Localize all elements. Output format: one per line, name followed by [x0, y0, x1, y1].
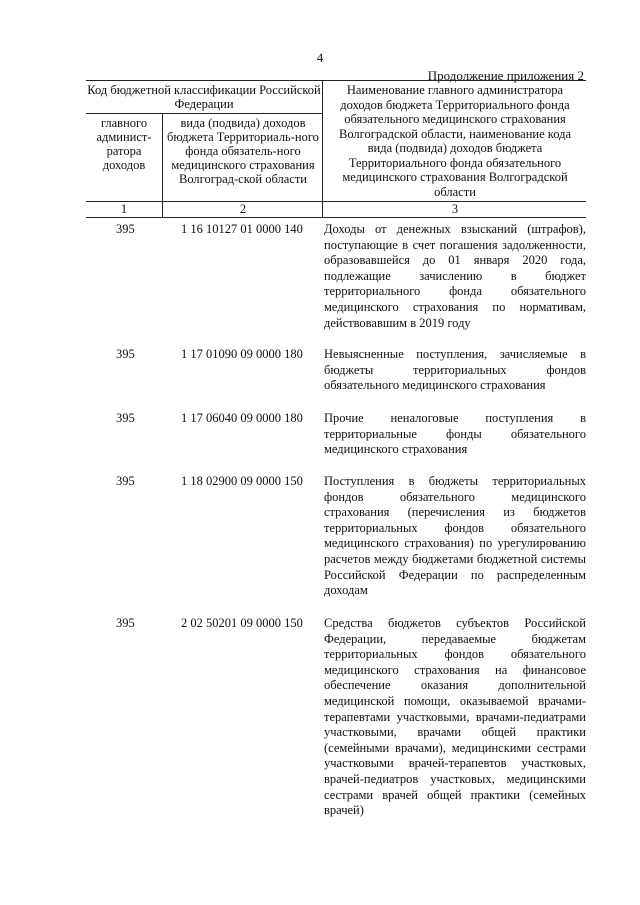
- column-number-2: 2: [162, 202, 323, 217]
- column-number-row: [86, 201, 586, 218]
- row-income-code: 1 17 06040 09 0000 180: [181, 411, 303, 425]
- row-income-name: Средства бюджетов субъектов Российской Федерации, передаваемые бюджетам территориальных фондов обязательного медицинского страхования на финансовое обеспечение оказания дополнительной медицинской помощи, оказываемой врачами-терапевтами участковыми, врачами-педиатрами участковыми, врачами общей практики (семейными врачами), медицинскими сестрами участковыми врачей-терапевтов участковых, врачей-педиатров участковых, медицинскими сестрами врачей общей практики (семейных врачей): [324, 616, 586, 818]
- header-name-column: [322, 81, 587, 202]
- row-admin-code: 395: [116, 222, 135, 236]
- row-admin-code: 395: [116, 474, 135, 488]
- row-admin-code: 395: [116, 411, 135, 425]
- column-number-1: 1: [120, 202, 128, 216]
- row-income-name: Невыясненные поступления, зачисляемые в бюджеты территориальных фондов обязательного медицинского страхования: [324, 347, 586, 393]
- row-income-code: 1 16 10127 01 0000 140: [181, 222, 303, 236]
- page-number: 4: [316, 50, 324, 65]
- header-name-column-text: Наименование главного администратора доходов бюджета Территориального фонда обязательного медицинского страхования Волгоградской области, наименование кода вида (подвида) доходов бюджета Территориального фонда обязательного медицинского страхования Волгоградской области: [339, 83, 571, 199]
- header-admin-column: главного админист-ратора доходов: [96, 116, 152, 172]
- row-admin-code: 395: [116, 616, 135, 630]
- row-income-code: 1 17 01090 09 0000 180: [181, 347, 303, 361]
- appendix-continuation-note: Продолжение приложения 2: [427, 68, 584, 83]
- budget-code-group-title: Код бюджетной классификации Российской Федерации: [86, 81, 322, 114]
- budget-code-group: [86, 81, 322, 114]
- table-header: [86, 80, 586, 199]
- row-income-name: Доходы от денежных взысканий (штрафов), поступающие в счет погашения задолженности, образовавшейся до 01 января 2020 года, подлежащие зачислению в бюджет территориального фонда обязательного медицинского страхования по нормативам, действовавшим в 2019 году: [324, 222, 586, 330]
- row-income-name: Поступления в бюджеты территориальных фондов обязательного медицинского страхования (перечисления из бюджетов территориальных фондов обязательного медицинского страхования) по урегулированию расчетов между бюджетами бюджетной системы Российской Федерации по распределенным доходам: [324, 474, 586, 598]
- header-income-type-column: вида (подвида) доходов бюджета Территориаль-ного фонда обязатель-ного медицинского страхования Волгоград-ской области: [162, 114, 323, 204]
- column-number-3: 3: [322, 202, 587, 217]
- row-income-code: 2 02 50201 09 0000 150: [181, 616, 303, 630]
- row-income-code: 1 18 02900 09 0000 150: [181, 474, 303, 488]
- row-admin-code: 395: [116, 347, 135, 361]
- row-income-name: Прочие неналоговые поступления в территориальные фонды обязательного медицинского страхования: [324, 411, 586, 457]
